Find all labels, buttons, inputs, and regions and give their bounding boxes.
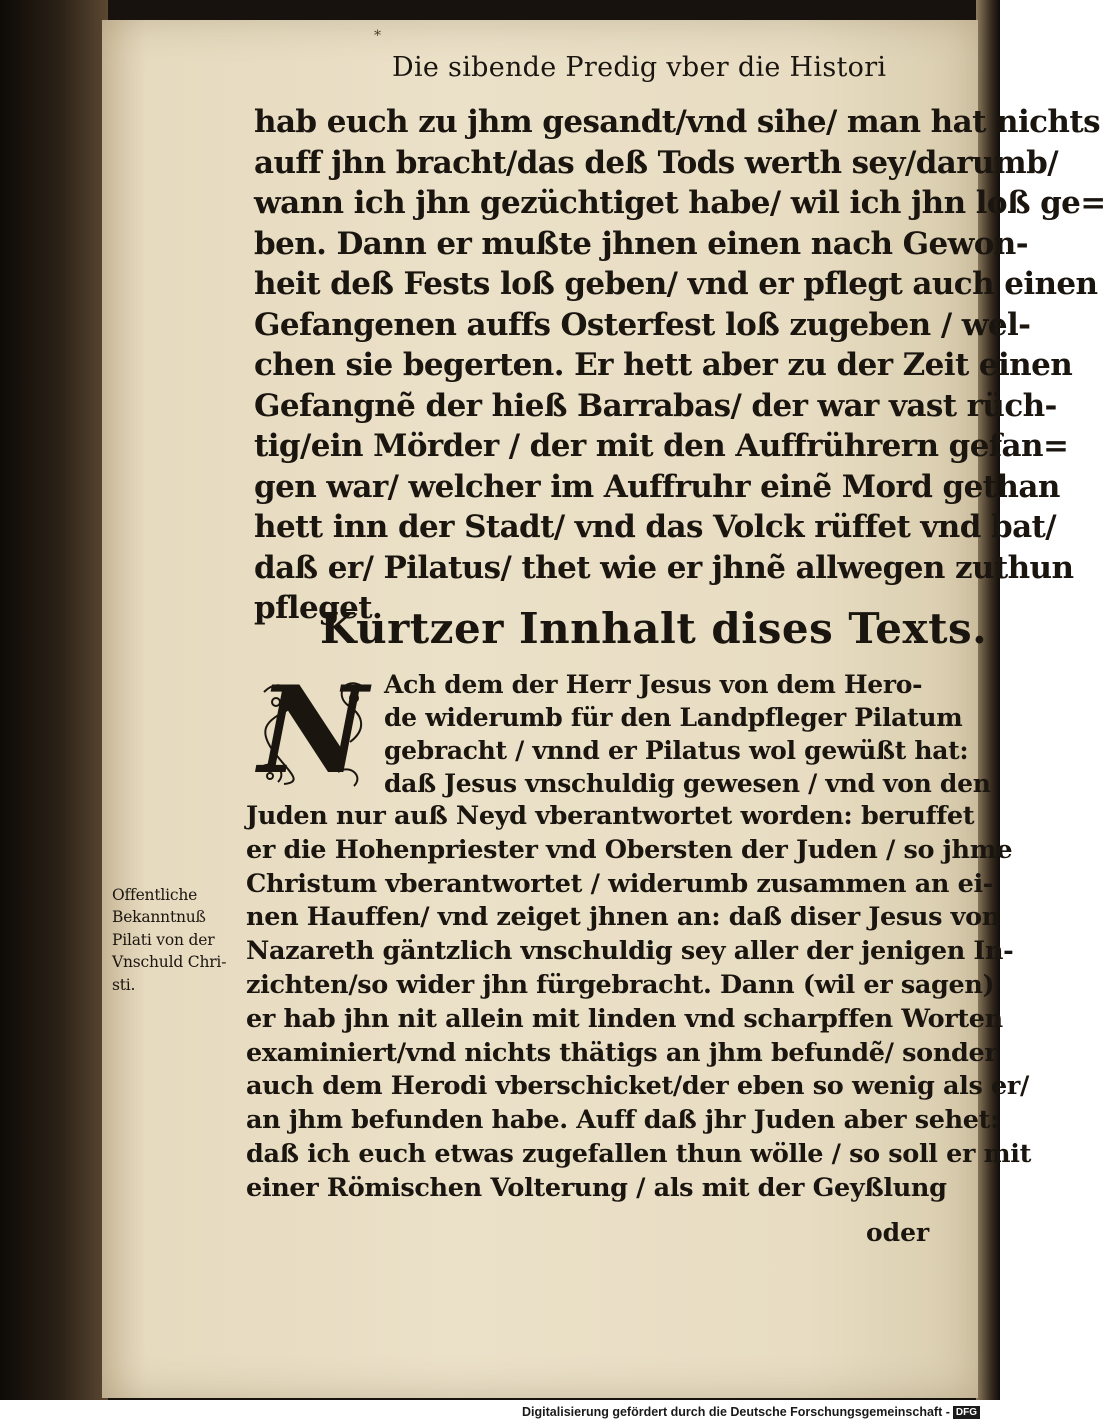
text-line: er hab jhn nit allein mit linden vnd scharpffen Worten [246, 1003, 1003, 1034]
decorated-initial [254, 660, 372, 801]
body-text [246, 800, 1031, 1206]
text-line: Gefangnẽ der hieß Barrabas/ der war vast rüch- [254, 387, 1057, 424]
text-line: er die Hohenpriester vnd Obersten der Juden / so jhme [246, 834, 1013, 865]
running-head: Die sibende Predig vber die Histori [392, 52, 887, 83]
catchword: oder [866, 1218, 930, 1247]
text-line: auch dem Herodi vberschicket/der eben so wenig als er/ [246, 1071, 1029, 1102]
initial-letter: N [258, 660, 368, 801]
text-line: nen Hauffen/ vnd zeiget jhnen an: daß diser Jesus von [246, 902, 1000, 933]
text-line: Ach dem der Herr Jesus von dem Hero- [384, 670, 923, 699]
dfg-logo: DFG [953, 1406, 980, 1419]
footer-credit [522, 1403, 980, 1421]
text-line: examiniert/vnd nichts thätigs an jhm befundẽ/ sonder [246, 1037, 998, 1068]
text-line: tig/ein Mörder / der mit den Auffrührern gefan= [254, 428, 1069, 464]
marginal-line: Offentliche [112, 886, 198, 904]
text-line: Juden nur auß Neyd vberantwortet worden: beruffet [246, 801, 975, 831]
text-line: chen sie begerten. Er hett aber zu der Zeit einen [254, 347, 1073, 383]
text-line: zichten/so wider jhn fürgebracht. Dann (wil er sagen) [246, 969, 995, 1000]
text-line: auff jhn bracht/das deß Tods werth sey/darumb/ [254, 144, 1058, 181]
book-gutter-shadow [0, 0, 108, 1400]
text-line: gebracht / vnnd er Pilatus wol gewüßt hat: [384, 736, 969, 765]
page-marker: * [374, 28, 381, 44]
text-line: hab euch zu jhm gesandt/vnd sihe/ man hat nichts [254, 104, 1100, 140]
text-line: heit deß Fests loß geben/ vnd er pflegt auch einen [254, 266, 1098, 302]
text-line: daß er/ Pilatus/ thet wie er jhnẽ allwegen zuthun [254, 549, 1074, 586]
main-text [254, 102, 1106, 629]
text-line: daß Jesus vnschuldig gewesen / vnd von den [384, 769, 991, 798]
text-line: wann ich jhn gezüchtiget habe/ wil ich jhn loß ge= [254, 185, 1106, 221]
text-line: daß ich euch etwas zugefallen thun wölle / so soll er mit [246, 1138, 1032, 1169]
marginal-line: Pilati von der [112, 930, 215, 949]
text-line: an jhm befunden habe. Auff daß jhr Juden aber sehet: [246, 1105, 1000, 1136]
text-line: Christum vberantwortet / widerumb zusammen an ei- [246, 868, 994, 899]
marginal-line: Bekanntnuß [112, 908, 206, 927]
marginal-note [112, 884, 226, 996]
marginal-line: sti. [112, 975, 136, 994]
text-line: pfleget. [254, 590, 383, 626]
marginal-line: Vnschuld Chri- [112, 953, 227, 972]
text-line: de widerumb für den Landpfleger Pilatum [384, 703, 963, 732]
text-line: Gefangenen auffs Osterfest loß zugeben / wel- [254, 306, 1031, 343]
text-line: gen war/ welcher im Auffruhr einẽ Mord gethan [254, 468, 1060, 505]
footer-text: Digitalisierung gefördert durch die Deutsche Forschungsgemeinschaft - [522, 1405, 950, 1419]
text-line: Nazareth gäntzlich vnschuldig sey aller der jenigen In- [246, 936, 1014, 967]
text-line: hett inn der Stadt/ vnd das Volck rüffet vnd bat/ [254, 509, 1056, 545]
section-heading: Kurtzer Innhalt dises Texts. [320, 604, 988, 653]
text-line: ben. Dann er mußte jhnen einen nach Gewon- [254, 225, 1028, 262]
text-line: einer Römischen Volterung / als mit der Geyßlung [246, 1172, 947, 1203]
dropcap-paragraph [384, 668, 991, 800]
